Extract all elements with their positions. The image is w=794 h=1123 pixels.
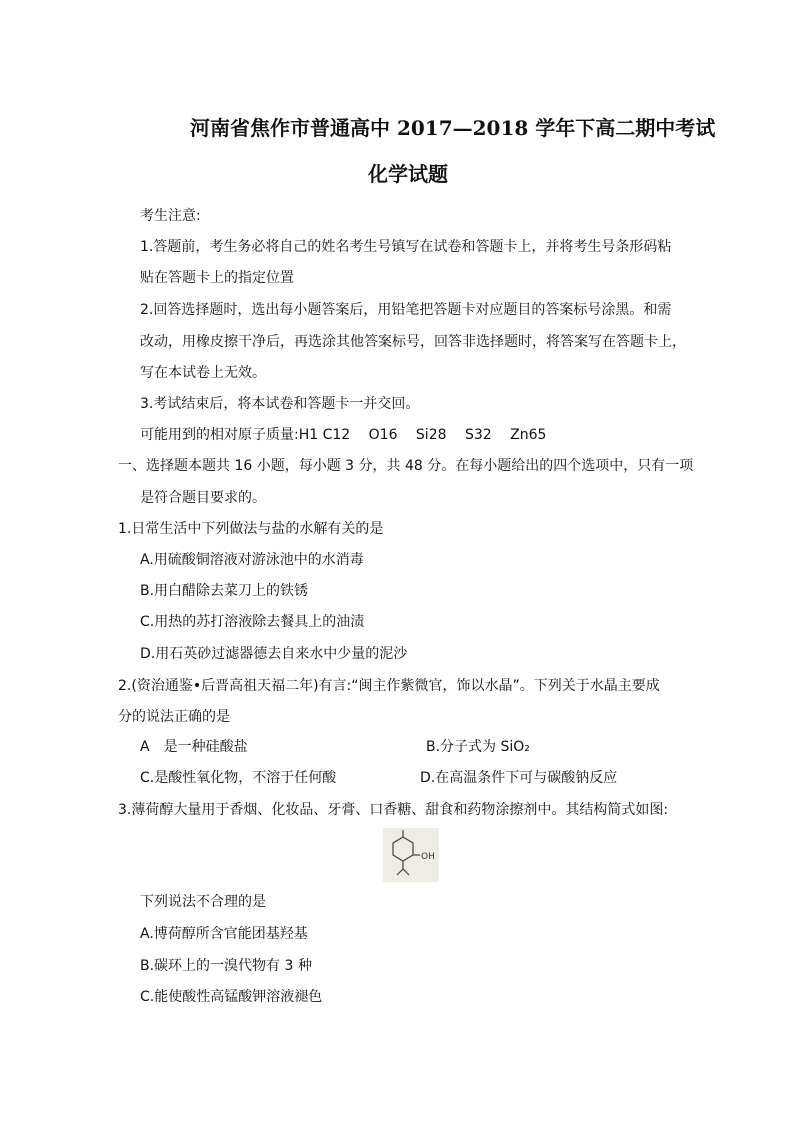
question-2-option-b: B.分子式为 SiO₂ (426, 739, 530, 755)
menthol-structure-figure (383, 828, 439, 882)
notice-item-1-line-1: 1.答题前，考生务必将自己的姓名考生号镇写在试卷和答题卡上，并将考生号条形码粘 (140, 239, 672, 255)
question-2-stem-line-2: 分的说法正确的是 (118, 709, 230, 725)
hydroxyl-label: OH (421, 852, 435, 862)
question-2-option-c: C.是酸性氧化物，不溶于任何酸 (140, 770, 337, 786)
question-2-option-a: A 是一种硅酸盐 (140, 739, 248, 755)
notice-item-2-line-2: 改动，用橡皮擦干净后，再选涂其他答案标号，回答非选择题时，将答案写在答题卡上， (140, 334, 686, 350)
section-1-line-1: 一、选择题本题共 16 小题，每小题 3 分，共 48 分。在每小题给出的四个选项中，只有一项 (118, 458, 694, 474)
question-3-stem: 3.薄荷醇大量用于香烟、化妆品、牙膏、口香糖、甜食和药物涂擦剂中。其结构简式如图: (118, 802, 669, 818)
question-1-option-d: D.用石英砂过滤器德去自来水中少量的泥沙 (140, 646, 408, 662)
question-3-option-a: A.博荷醇所含官能团基羟基 (140, 926, 308, 942)
menthol-structure-drawing (383, 828, 439, 882)
question-3-prompt: 下列说法不合理的是 (140, 894, 266, 910)
question-1-option-a: A.用硫酸铜溶液对游泳池中的水消毒 (140, 552, 364, 568)
question-2-option-d: D.在高温条件下可与碳酸钠反应 (420, 770, 618, 786)
document-subtitle: 化学试题 (368, 162, 448, 186)
notice-item-2-line-1: 2.回答选择题时，选出每小题答案后，用铅笔把答题卡对应题目的答案标号涂黑。和需 (140, 302, 672, 318)
section-1-line-2: 是符合题目要求的。 (140, 490, 266, 506)
notice-item-2-line-3: 写在本试卷上无效。 (140, 365, 266, 381)
question-1-option-b: B.用白醋除去菜刀上的铁锈 (140, 583, 309, 599)
atomic-masses: 可能用到的相对原子质量:H1 C12 O16 Si28 S32 Zn65 (140, 427, 547, 443)
question-2-stem-line-1: 2.(资治通鉴•后晋高祖天福二年)有言:“闽主作紫微官，饰以水晶”。下列关于水晶主要成 (118, 678, 660, 694)
question-1-option-c: C.用热的苏打溶液除去餐具上的油渍 (140, 614, 365, 630)
notice-item-1-line-2: 贴在答题卡上的指定位置 (140, 270, 294, 286)
question-3-option-b: B.碳环上的一溴代物有 3 种 (140, 958, 312, 974)
question-1-stem: 1.日常生活中下列做法与盐的水解有关的是 (118, 521, 384, 537)
question-3-option-c: C.能使酸性高锰酸钾溶液褪色 (140, 989, 323, 1005)
notice-heading: 考生注意: (140, 208, 201, 224)
notice-item-3: 3.考试结束后，将本试卷和答题卡一并交回。 (140, 396, 420, 412)
document-title: 河南省焦作市普通高中 2017—2018 学年下高二期中考试 (190, 116, 716, 140)
